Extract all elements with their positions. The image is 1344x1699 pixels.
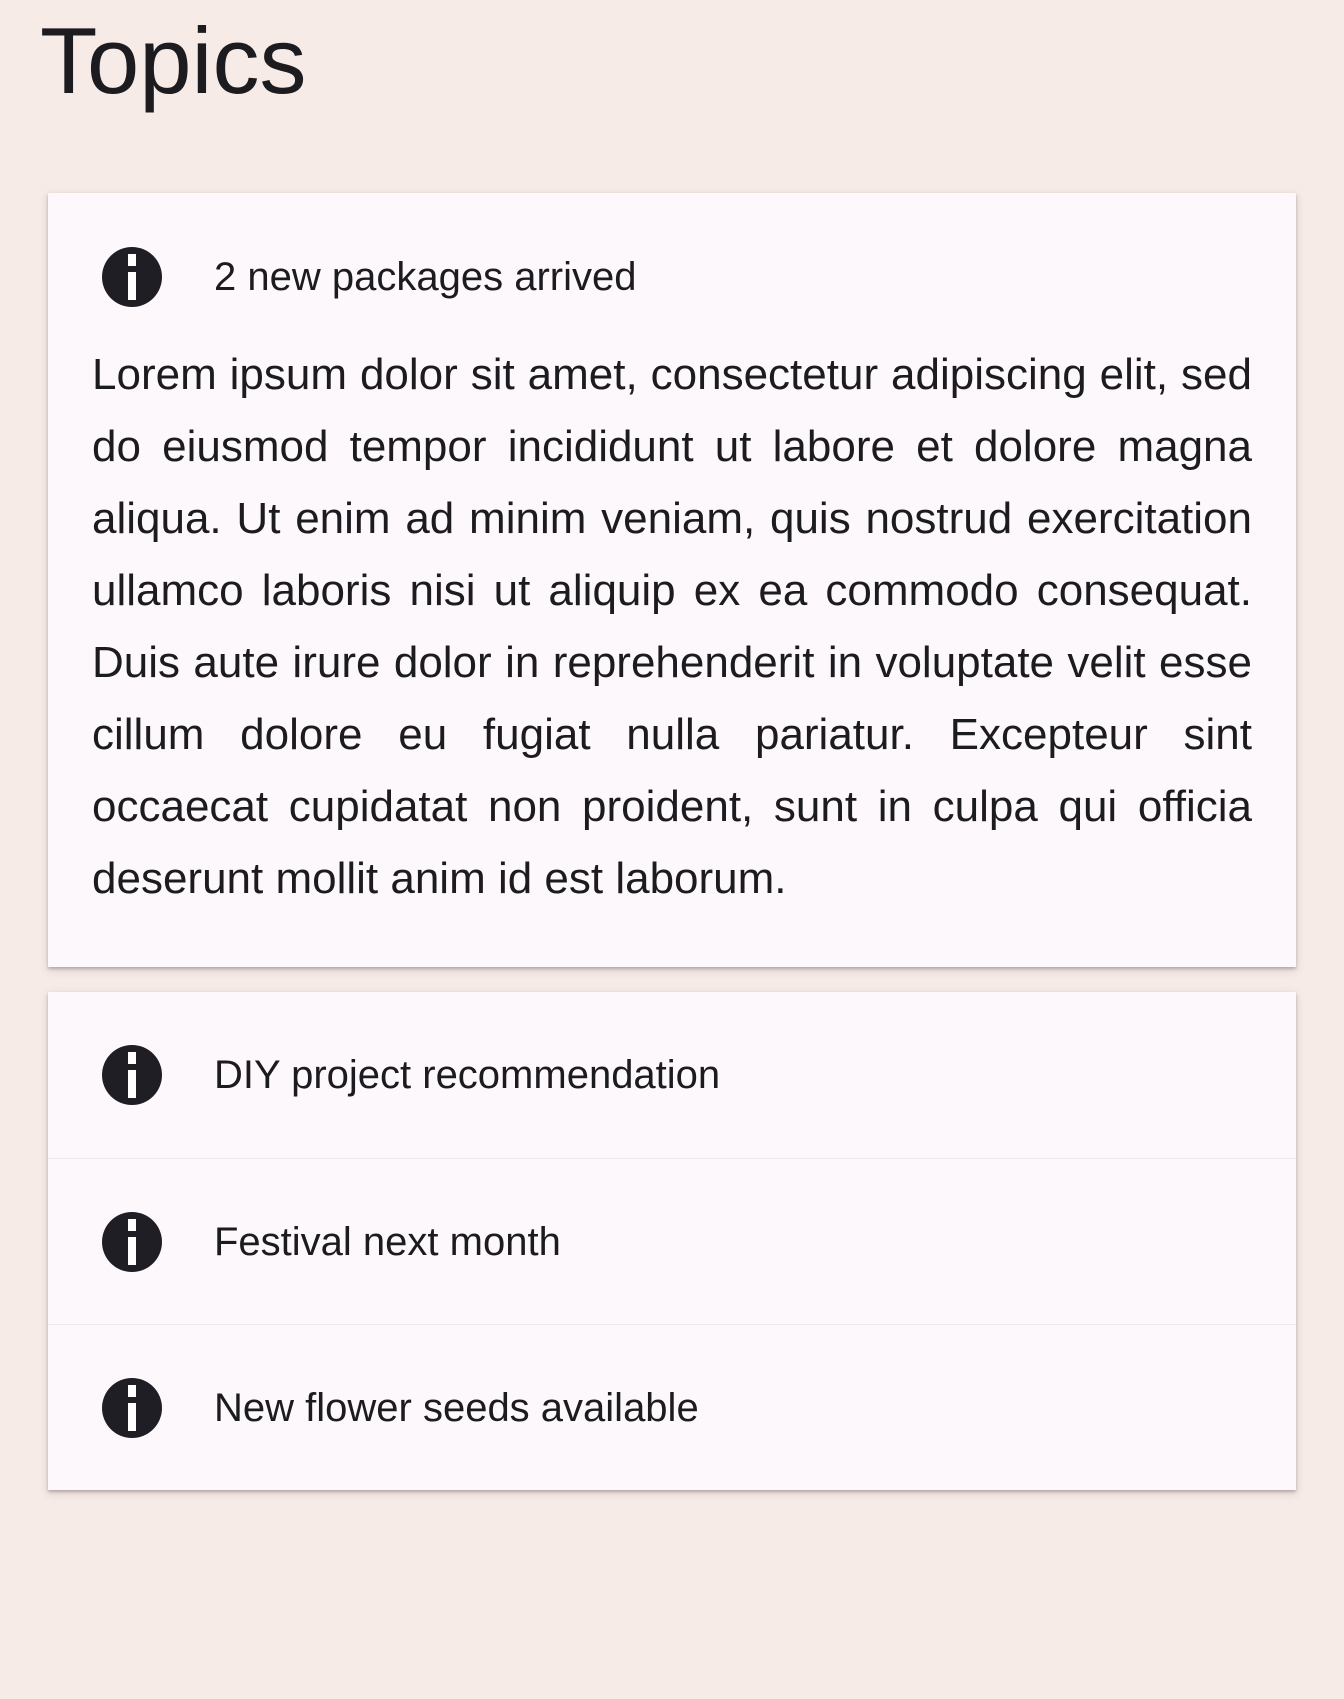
topic-title: Festival next month — [214, 1219, 561, 1264]
topic-title: New flower seeds available — [214, 1385, 699, 1430]
topic-item-packages[interactable] — [92, 247, 1252, 307]
info-icon-bar — [128, 1403, 136, 1431]
topics-screen — [0, 6, 1344, 1490]
info-icon — [102, 247, 162, 307]
page-title: Topics — [40, 8, 307, 113]
info-icon-dot — [128, 254, 136, 266]
topics-list-card — [48, 992, 1296, 1490]
info-icon — [102, 1378, 162, 1438]
topic-card-expanded — [48, 193, 1296, 967]
info-icon — [102, 1045, 162, 1105]
info-icon-bar — [128, 272, 136, 300]
info-icon-dot — [128, 1385, 136, 1397]
topic-item-seeds[interactable] — [48, 1324, 1296, 1490]
info-icon — [102, 1212, 162, 1272]
info-icon-dot — [128, 1052, 136, 1064]
info-icon-bar — [128, 1237, 136, 1265]
topic-title: 2 new packages arrived — [214, 255, 637, 299]
topic-item-festival[interactable] — [48, 1158, 1296, 1324]
topic-item-diy[interactable] — [48, 992, 1296, 1158]
topic-body-text: Lorem ipsum dolor sit amet, consectetur adipiscing elit, sed do eiusmod tempor incididunt ut labore et dolore magna aliqua. Ut enim ad minim veniam, quis nostrud exercitation ullamco laboris nisi ut aliquip ex ea commodo consequat. Duis aute irure dolor in reprehenderit in voluptate velit esse cillum dolore eu fugiat nulla pariatur. Excepteur sint occaecat cupidatat non proident, sunt in culpa qui officia deserunt mollit anim id est laborum. — [92, 350, 1252, 903]
info-icon-bar — [128, 1070, 136, 1098]
topic-title: DIY project recommendation — [214, 1053, 721, 1097]
info-icon-dot — [128, 1219, 136, 1231]
